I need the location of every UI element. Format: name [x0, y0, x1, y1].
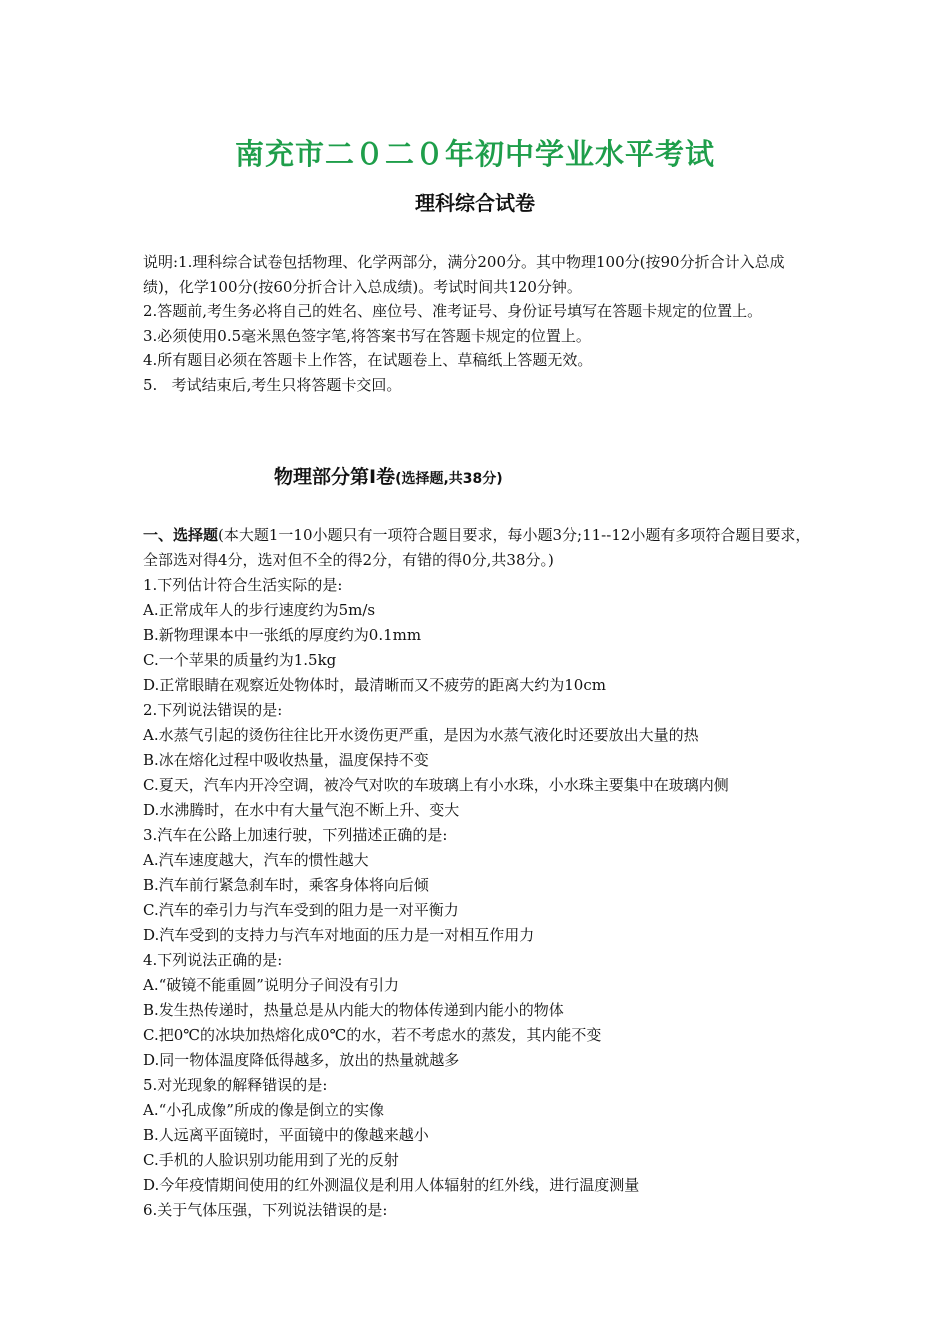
- question-option: C.手机的人脸识别功能用到了光的反射: [143, 1151, 399, 1169]
- instruction-item: 5. 考试结束后,考生只将答题卡交回。: [143, 375, 402, 394]
- question-option: B.新物理课本中一张纸的厚度约为0.1mm: [143, 626, 422, 644]
- question-option: C.夏天，汽车内开冷空调，被冷气对吹的车玻璃上有小水珠，小水珠主要集中在玻璃内侧: [143, 776, 729, 794]
- question-stem: 3.汽车在公路上加速行驶，下列描述正确的是:: [143, 826, 448, 844]
- question-option: C.把0℃的冰块加热熔化成0℃的水，若不考虑水的蒸发，其内能不变: [143, 1026, 602, 1044]
- section-heading: [274, 462, 503, 489]
- question-stem: 2.下列说法错误的是:: [143, 701, 283, 719]
- question-option: A.“小孔成像”所成的像是倒立的实像: [143, 1101, 384, 1119]
- question-option: D.水沸腾时，在水中有大量气泡不断上升、变大: [143, 801, 460, 819]
- part-one-desc: (本大题1一10小题只有一项符合题目要求，每小题3分;11--12小题有多项符合题目要求，全部选对得4分，选对但不全的得2分，有错的得0分,共38分。): [143, 526, 811, 569]
- question-option: D.同一物体温度降低得越多，放出的热量就越多: [143, 1051, 460, 1069]
- question-option: D.汽车受到的支持力与汽车对地面的压力是一对相互作用力: [143, 926, 535, 944]
- question-stem: 4.下列说法正确的是:: [143, 951, 283, 969]
- question-option: C.汽车的牵引力与汽车受到的阻力是一对平衡力: [143, 901, 459, 919]
- instruction-item: 2.答题前,考生务必将自己的姓名、座位号、准考证号、身份证号填写在答题卡规定的位置上。: [143, 302, 763, 320]
- question-stem: 1.下列估计符合生活实际的是:: [143, 576, 343, 594]
- question-option: A.水蒸气引起的烫伤往往比开水烫伤更严重，是因为水蒸气液化时还要放出大量的热: [143, 726, 699, 744]
- question-option: D.今年疫情期间使用的红外测温仪是利用人体辐射的红外线，进行温度测量: [143, 1176, 640, 1194]
- question-option: B.冰在熔化过程中吸收热量，温度保持不变: [143, 751, 429, 769]
- section-note: (选择题,共38分): [395, 471, 503, 487]
- part-one-intro: [143, 523, 813, 573]
- section-title: 物理部分第Ⅰ卷: [274, 466, 396, 488]
- part-one-lead: 一、选择题: [143, 526, 219, 544]
- question-option: A.“破镜不能重圆”说明分子间没有引力: [143, 976, 399, 994]
- question-option: C.一个苹果的质量约为1.5kg: [143, 651, 337, 669]
- question-stem: 5.对光现象的解释错误的是:: [143, 1076, 328, 1094]
- instruction-item: 3.必须使用0.5毫米黑色签字笔,将答案书写在答题卡规定的位置上。: [143, 326, 591, 345]
- instructions: [143, 250, 813, 397]
- question-option: D.正常眼睛在观察近处物体时，最清晰而又不疲劳的距离大约为10cm: [143, 676, 606, 694]
- questions-body: [143, 523, 813, 1223]
- question-option: A.汽车速度越大，汽车的惯性越大: [143, 851, 369, 869]
- instruction-item: 说明:1.理科综合试卷包括物理、化学两部分，满分200分。其中物理100分(按90分折合计入总成绩)，化学100分(按60分折合计入总成绩)。考试时间共120分钟。: [143, 253, 785, 296]
- exam-title: 南充市二０二０年初中学业水平考试: [234, 137, 715, 171]
- exam-subtitle: 理科综合试卷: [415, 191, 535, 215]
- question-option: B.发生热传递时，热量总是从内能大的物体传递到内能小的物体: [143, 1001, 564, 1019]
- question-stem: 6.关于气体压强，下列说法错误的是:: [143, 1201, 388, 1219]
- question-option: B.汽车前行紧急刹车时，乘客身体将向后倾: [143, 876, 429, 894]
- question-option: B.人远离平面镜时，平面镜中的像越来越小: [143, 1126, 429, 1144]
- instruction-item: 4.所有题目必须在答题卡上作答，在试题卷上、草稿纸上答题无效。: [143, 351, 593, 369]
- question-option: A.正常成年人的步行速度约为5m/s: [143, 601, 376, 619]
